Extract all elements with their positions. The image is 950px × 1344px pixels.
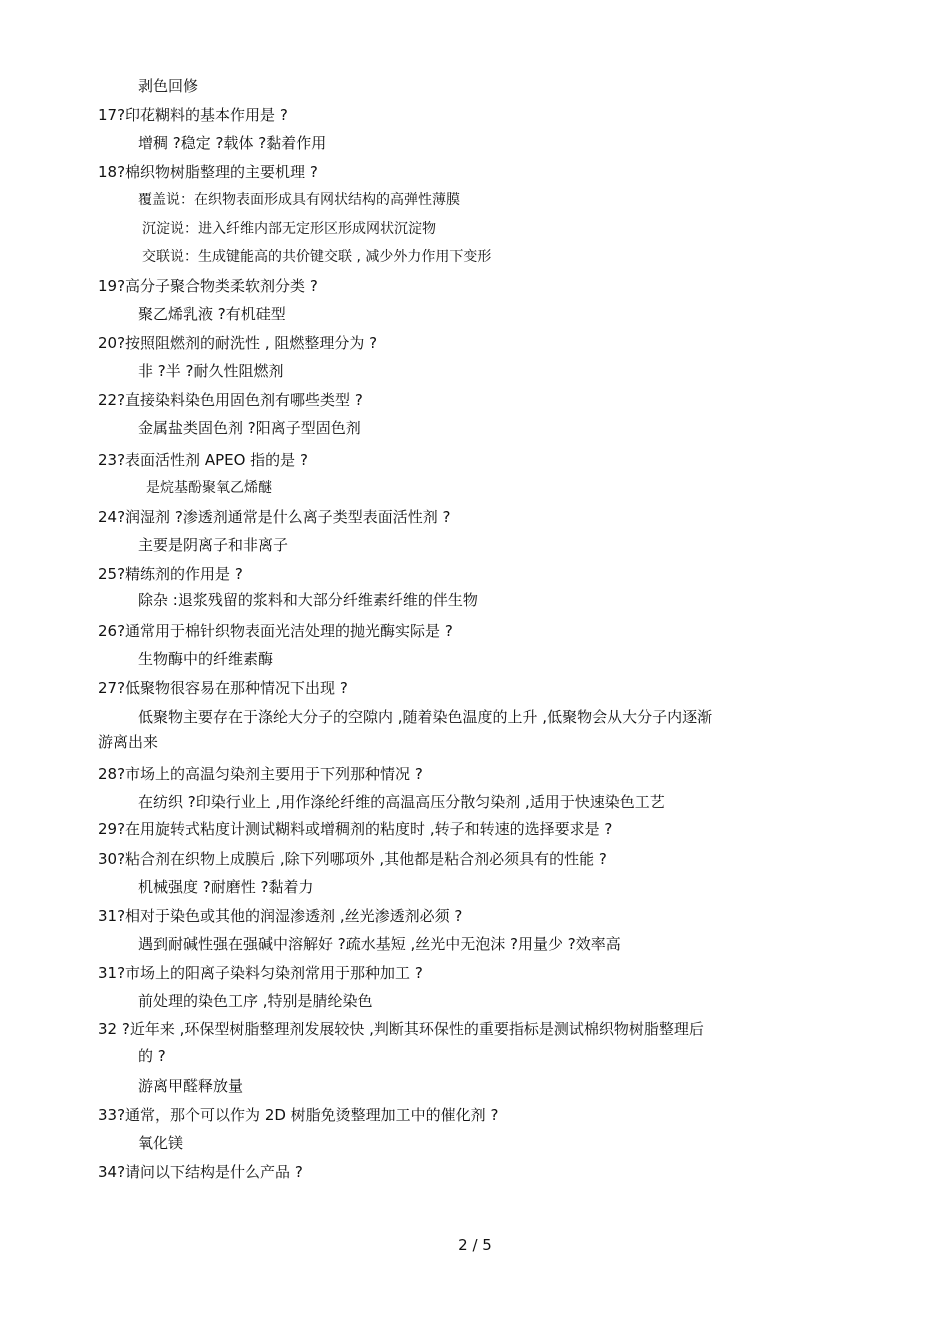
question-line: 34?请问以下结构是什么产品 ? <box>98 1163 303 1181</box>
answer-line: 金属盐类固色剂 ?阳离子型固色剂 <box>138 419 361 437</box>
question-line: 19?高分子聚合物类柔软剂分类 ? <box>98 277 318 295</box>
answer-line: 剥色回修 <box>138 77 199 95</box>
answer-line: 生物酶中的纤维素酶 <box>138 650 274 668</box>
answer-line: 沉淀说：进入纤维内部无定形区形成网状沉淀物 <box>142 221 436 237</box>
answer-line: 交联说：生成键能高的共价键交联 , 减少外力作用下变形 <box>142 249 492 265</box>
answer-line: 氧化镁 <box>138 1134 184 1152</box>
question-line: 31?市场上的阳离子染料匀染剂常用于那种加工 ? <box>98 964 423 982</box>
question-line: 27?低聚物很容易在那种情况下出现 ? <box>98 679 348 697</box>
question-line: 30?粘合剂在织物上成膜后 ,除下列哪项外 ,其他都是粘合剂必须具有的性能 ? <box>98 850 607 868</box>
answer-line: 机械强度 ?耐磨性 ?黏着力 <box>138 878 314 896</box>
question-line: 26?通常用于棉针织物表面光洁处理的抛光酶实际是 ? <box>98 622 453 640</box>
answer-line: 的 ? <box>138 1047 166 1065</box>
answer-line: 覆盖说：在织物表面形成具有网状结构的高弹性薄膜 <box>138 192 460 208</box>
question-line: 22?直接染料染色用固色剂有哪些类型 ? <box>98 391 363 409</box>
answer-line: 增稠 ?稳定 ?载体 ?黏着作用 <box>138 134 327 152</box>
question-line: 29?在用旋转式粘度计测试糊料或增稠剂的粘度时 ,转子和转速的选择要求是 ? <box>98 820 613 838</box>
question-line: 32 ?近年来 ,环保型树脂整理剂发展较快 ,判断其环保性的重要指标是测试棉织物树脂整理后 <box>98 1020 704 1038</box>
answer-line: 主要是阴离子和非离子 <box>138 536 289 554</box>
answer-line: 聚乙烯乳液 ?有机硅型 <box>138 305 286 323</box>
question-line: 31?相对于染色或其他的润湿渗透剂 ,丝光渗透剂必须 ? <box>98 907 463 925</box>
answer-line: 除杂 :退浆残留的浆料和大部分纤维素纤维的伴生物 <box>138 591 478 609</box>
page-number: 2 / 5 <box>458 1236 492 1254</box>
answer-line: 是烷基酚聚氧乙烯醚 <box>146 480 272 496</box>
answer-line: 在纺织 ?印染行业上 ,用作涤纶纤维的高温高压分散匀染剂 ,适用于快速染色工艺 <box>138 793 665 811</box>
answer-line: 游离出来 <box>98 733 159 751</box>
answer-line: 前处理的染色工序 ,特别是腈纶染色 <box>138 992 373 1010</box>
question-line: 25?精练剂的作用是 ? <box>98 565 243 583</box>
question-line: 28?市场上的高温匀染剂主要用于下列那种情况 ? <box>98 765 423 783</box>
answer-line: 低聚物主要存在于涤纶大分子的空隙内 ,随着染色温度的上升 ,低聚物会从大分子内逐渐 <box>138 708 713 726</box>
answer-line: 遇到耐碱性强在强碱中溶解好 ?疏水基短 ,丝光中无泡沫 ?用量少 ?效率高 <box>138 935 621 953</box>
question-line: 18?棉织物树脂整理的主要机理 ? <box>98 163 318 181</box>
question-line: 20?按照阻燃剂的耐洗性 , 阻燃整理分为 ? <box>98 334 378 352</box>
question-line: 17?印花糊料的基本作用是 ? <box>98 106 288 124</box>
question-line: 33?通常，那个可以作为 2D 树脂免烫整理加工中的催化剂 ? <box>98 1106 499 1124</box>
question-line: 23?表面活性剂 APEO 指的是 ? <box>98 451 308 469</box>
answer-line: 非 ?半 ?耐久性阻燃剂 <box>138 362 284 380</box>
question-line: 24?润湿剂 ?渗透剂通常是什么离子类型表面活性剂 ? <box>98 508 451 526</box>
answer-line: 游离甲醛释放量 <box>138 1077 244 1095</box>
